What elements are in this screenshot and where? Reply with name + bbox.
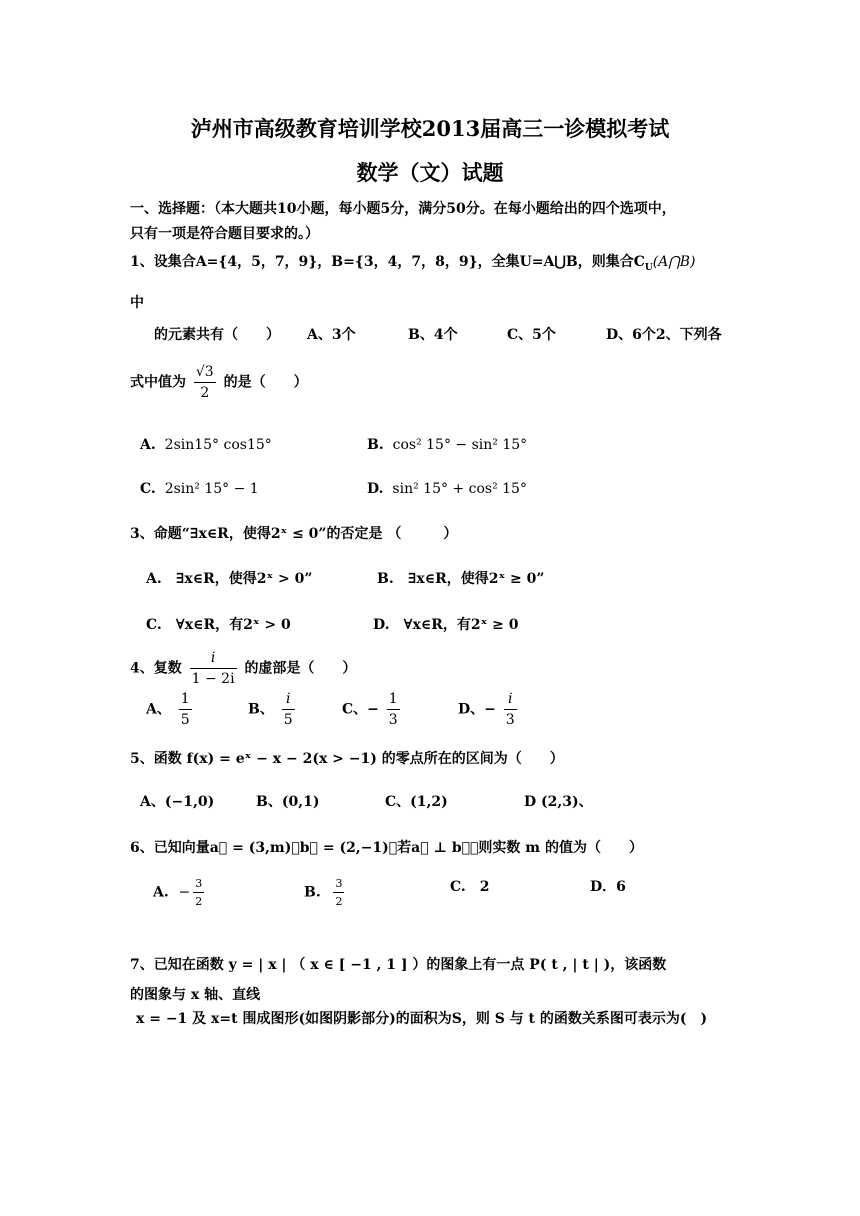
question-5-option-a: A、(−1,0) xyxy=(140,794,215,810)
question-4-option-d-num: i xyxy=(504,692,517,710)
question-6-option-a-fraction xyxy=(193,878,204,907)
question-1-wrap: 中 xyxy=(130,295,144,311)
question-2-fraction xyxy=(194,365,216,400)
question-6-option-d: D．6 xyxy=(590,879,626,895)
question-2-option-b-expr: cos² 15° − sin² 15° xyxy=(392,437,528,453)
question-4-fraction xyxy=(190,651,237,686)
question-2-option-b xyxy=(367,438,527,452)
question-1-option-d-text: D、6个 xyxy=(606,327,656,343)
question-4-option-b-num: i xyxy=(282,692,295,710)
question-6-option-b xyxy=(304,878,347,907)
question-6: 6、已知向量a⃗ = (3,m)，b⃗ = (2,−1)，若a⃗ ⊥ b⃗，则实数 m 的值为（ ） xyxy=(130,840,643,856)
question-4-suffix: 的虚部是（ ） xyxy=(244,660,357,677)
question-4-prefix: 4、复数 xyxy=(130,660,182,677)
question-2-option-a-expr: 2sin15° cos15° xyxy=(164,437,272,453)
question-2-option-a xyxy=(140,438,272,452)
question-2 xyxy=(130,365,308,400)
question-6-option-a xyxy=(153,878,207,907)
question-7-line1: 7、已知在函数 y = | x | （ x ∈ [ −1 , 1 ] ）的图象上有一点 P( t , | t | )，该函数 xyxy=(130,957,667,973)
question-1-sub: U xyxy=(644,262,653,273)
question-5-option-c: C、(1,2) xyxy=(385,794,448,810)
question-2-option-d xyxy=(367,482,527,496)
question-4-option-c xyxy=(342,692,403,727)
page-subtitle: 数学（文）试题 xyxy=(356,160,504,185)
question-5-option-b: B、(0,1) xyxy=(256,794,320,810)
question-4-frac-den: 1 − 2i xyxy=(191,671,235,687)
question-6-option-a-label: A. xyxy=(153,884,169,901)
question-4-option-c-label: C、− xyxy=(342,701,379,718)
question-2-option-c xyxy=(140,482,259,496)
question-4-option-c-den: 3 xyxy=(388,712,398,728)
question-2-frac-den: 2 xyxy=(200,385,210,401)
question-7-line3: x = −1 及 x=t 围成图形(如图阴影部分)的面积为S，则 S 与 t 的函数关系图可表示为( ) xyxy=(136,1011,708,1027)
question-6-option-a-den: 2 xyxy=(195,895,203,908)
question-6-option-a-sign: − xyxy=(178,884,191,901)
question-4-option-a-den: 5 xyxy=(180,712,190,728)
question-4-option-c-fraction xyxy=(387,692,400,727)
question-3-option-a: A. ∃x∈R，使得2ˣ > 0” xyxy=(146,571,313,587)
question-6-option-b-fraction xyxy=(333,878,344,907)
question-1-tail: (A⋂B) xyxy=(652,254,696,270)
question-1-stem-end: 的元素共有（ ） xyxy=(154,327,280,343)
question-4-option-a-num: 1 xyxy=(179,692,192,710)
question-4-option-b xyxy=(248,692,298,727)
question-7-line2: 的图象与 x 轴、直线 xyxy=(130,987,261,1003)
question-1-text: 1、设集合A={4，5，7，9}，B={3，4，7，8，9}，全集U=A⋃B，则集合C xyxy=(130,254,645,270)
question-4-option-b-fraction xyxy=(282,692,295,727)
question-4-option-d-fraction xyxy=(504,692,517,727)
question-6-option-b-label: B. xyxy=(304,884,321,901)
question-1 xyxy=(130,255,696,273)
page-title: 泸州市高级教育培训学校2013届高三一诊模拟考试 xyxy=(190,116,670,141)
question-6-option-a-num: 3 xyxy=(193,878,204,893)
question-6-option-c: C. 2 xyxy=(450,879,490,895)
question-4-option-a-fraction xyxy=(179,692,192,727)
section-heading-line1: 一、选择题：（本大题共10小题，每小题5分，满分50分。在每小题给出的四个选项中， xyxy=(130,201,676,217)
question-2-option-d-label: D. xyxy=(367,481,384,497)
question-4-option-a-label: A、 xyxy=(146,701,171,718)
question-3-option-c: C. ∀x∈R，有2ˣ > 0 xyxy=(146,617,291,633)
question-5-option-d: D (2,3)、 xyxy=(524,794,593,810)
question-4-option-a xyxy=(146,692,195,727)
question-4-option-c-num: 1 xyxy=(387,692,400,710)
question-4-option-d xyxy=(458,692,520,727)
question-4-option-d-den: 3 xyxy=(505,712,515,728)
question-4-option-d-label: D、− xyxy=(458,701,496,718)
question-6-option-b-num: 3 xyxy=(333,878,344,893)
question-2-option-b-label: B. xyxy=(367,437,384,453)
question-1-option-a: A、3个 xyxy=(307,327,356,343)
question-4-option-b-label: B、 xyxy=(248,701,274,718)
question-1-option-c: C、5个 xyxy=(507,327,556,343)
question-3: 3、命题“∃x∈R，使得2ˣ ≤ 0”的否定是 （ ） xyxy=(130,526,458,542)
question-1-line2 xyxy=(154,328,280,342)
question-2-option-d-expr: sin² 15° + cos² 15° xyxy=(392,481,527,497)
question-2-prefix: 式中值为 xyxy=(130,374,186,391)
question-2-option-c-label: C. xyxy=(140,481,156,497)
question-6-option-b-den: 2 xyxy=(335,895,343,908)
question-1-option-b: B、4个 xyxy=(408,327,458,343)
question-4 xyxy=(130,651,356,686)
question-4-option-b-den: 5 xyxy=(283,712,293,728)
question-2-option-c-expr: 2sin² 15° − 1 xyxy=(164,481,259,497)
question-2-option-a-label: A. xyxy=(140,437,156,453)
question-3-option-d: D. ∀x∈R，有2ˣ ≥ 0 xyxy=(373,617,519,633)
question-2-suffix: 的是（ ） xyxy=(223,374,308,391)
question-2-frac-num: √3 xyxy=(194,365,216,383)
question-5: 5、函数 f(x) = eˣ − x − 2(x > −1) 的零点所在的区间为（ ） xyxy=(130,751,564,767)
question-1-option-d xyxy=(606,328,722,342)
question-4-frac-num: i xyxy=(190,651,237,669)
question-2-start: 2、下列各 xyxy=(655,327,722,343)
section-heading-line2: 只有一项是符合题目要求的。） xyxy=(130,226,319,242)
question-3-option-b: B. ∃x∈R，使得2ˣ ≥ 0” xyxy=(377,571,545,587)
